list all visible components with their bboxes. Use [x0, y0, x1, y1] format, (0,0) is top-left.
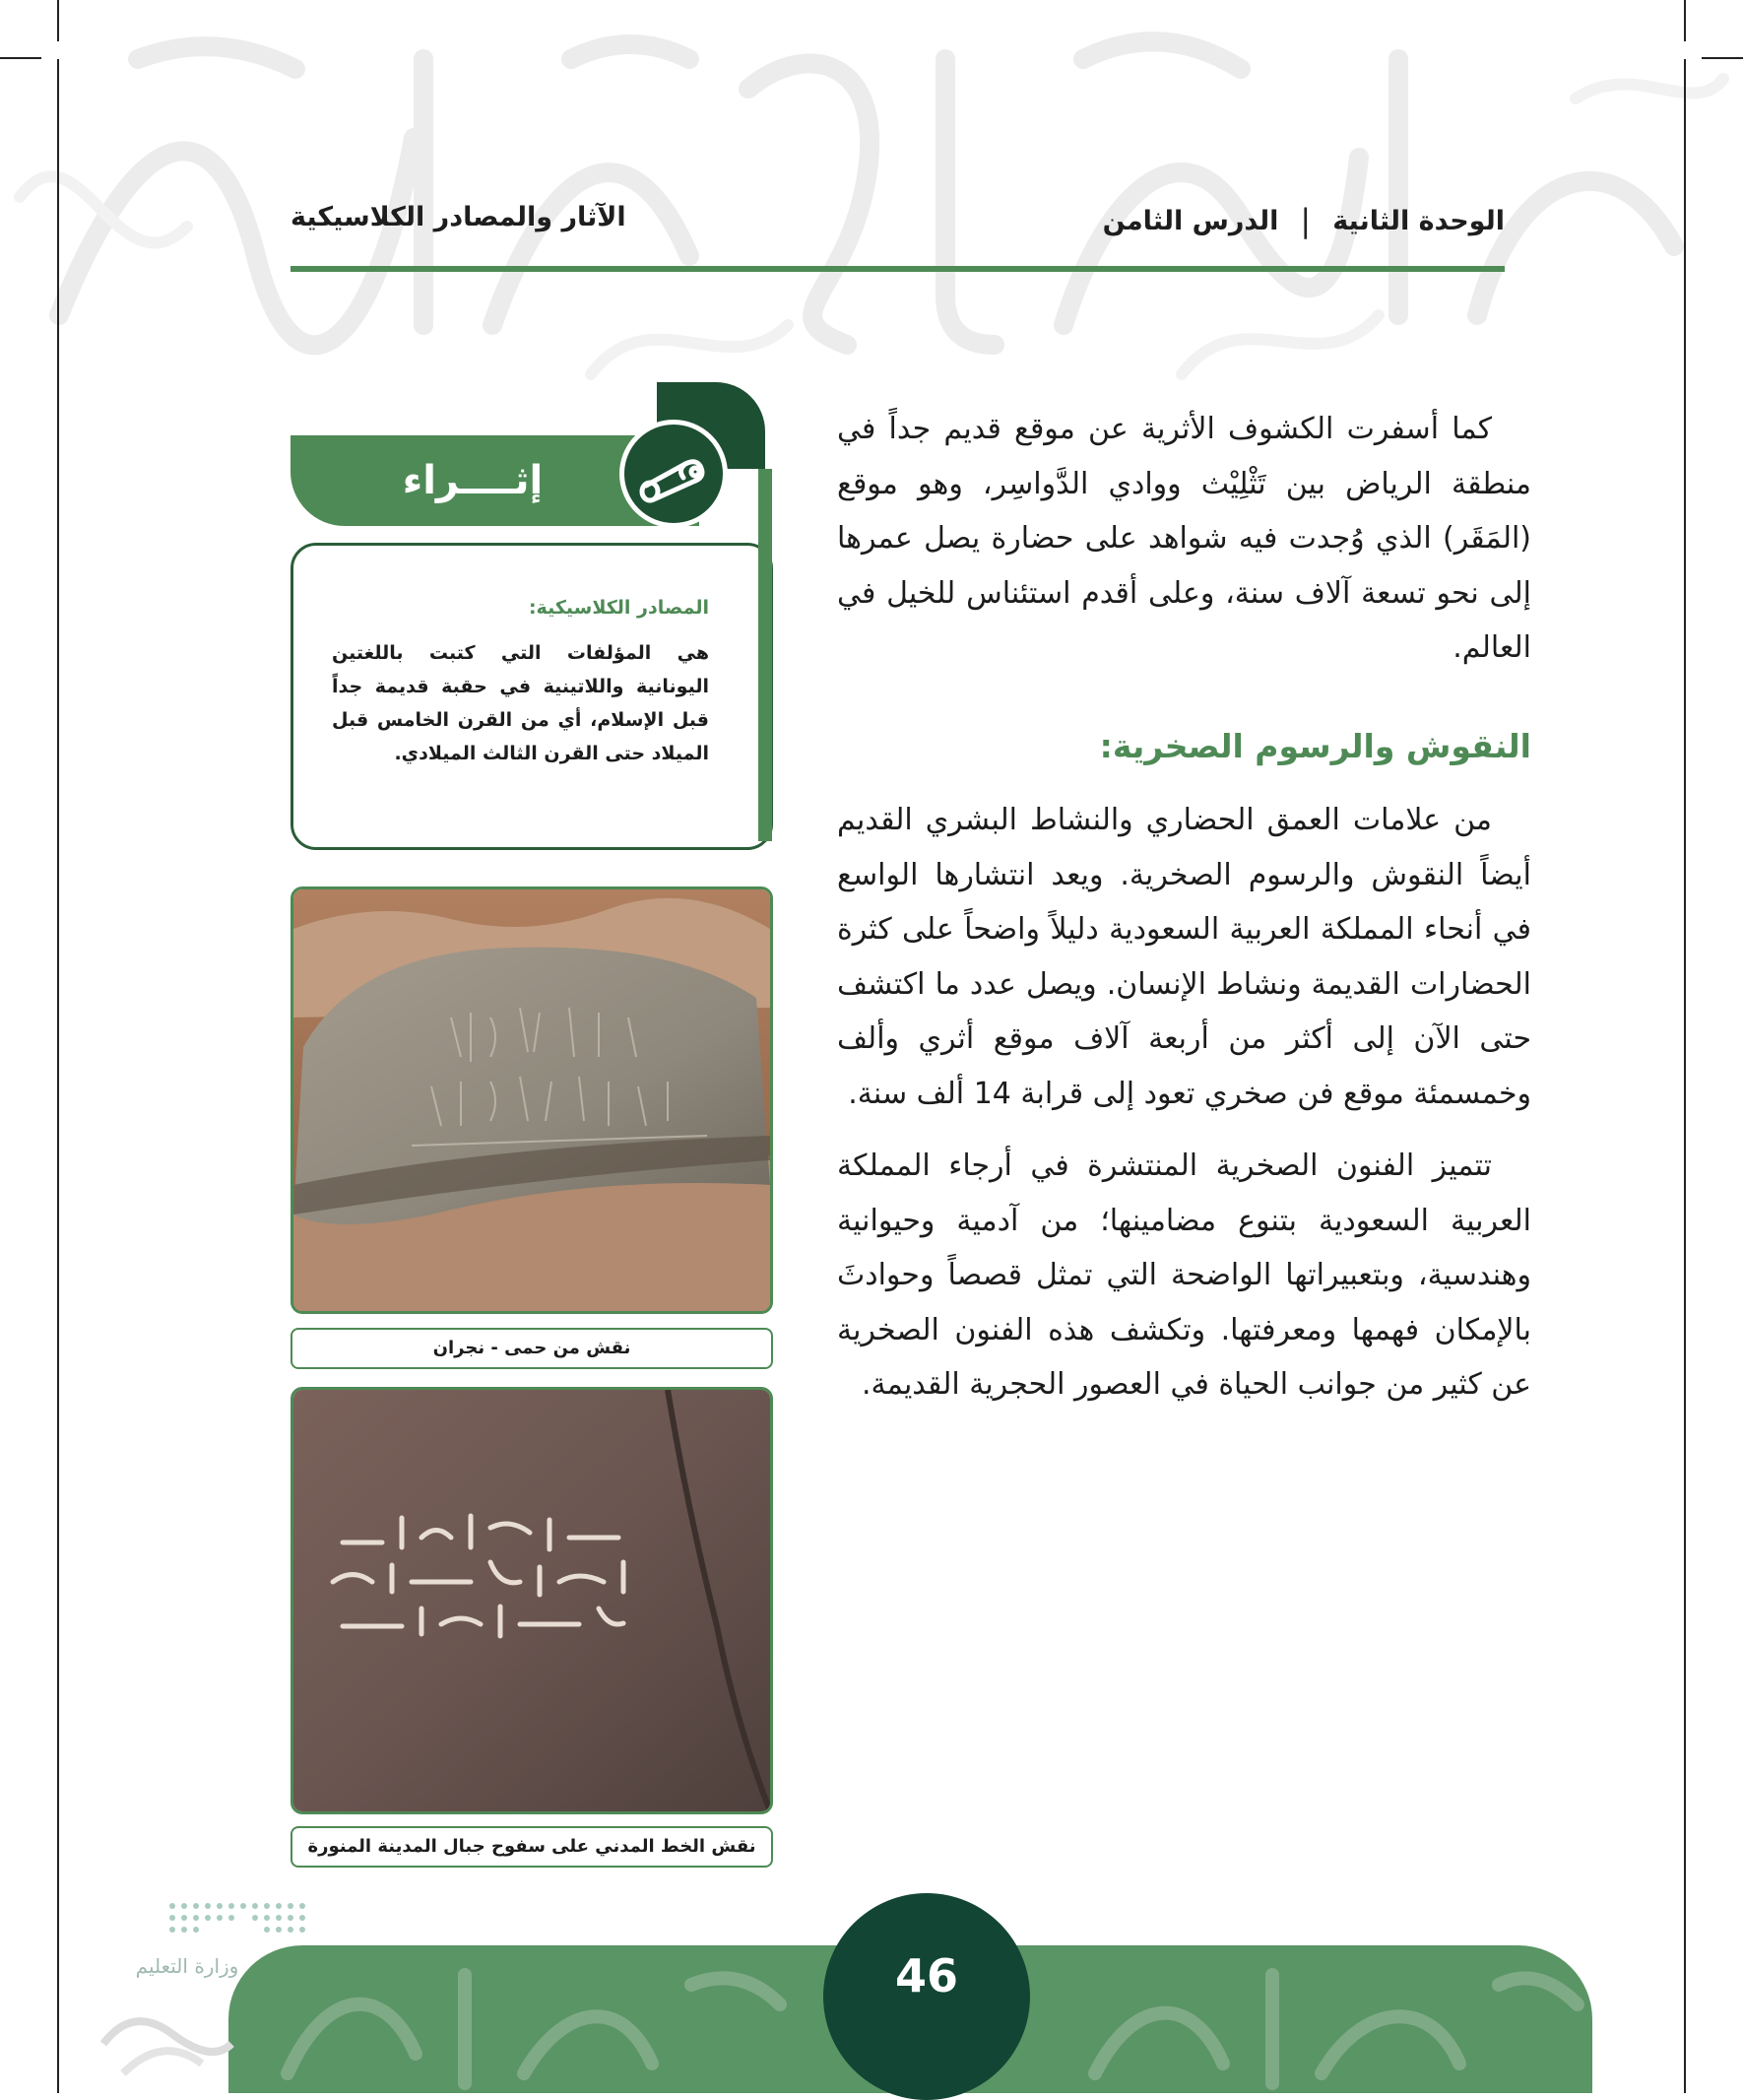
enrichment-side-bar	[758, 469, 772, 841]
crop-mark-top-right-v	[1684, 0, 1686, 41]
crop-mark-side-right	[1684, 59, 1686, 2093]
photo-hima-inscription	[290, 886, 773, 1314]
ministry-logo	[94, 1896, 330, 2083]
crop-mark-top-left-h	[0, 57, 41, 59]
page-number: 46	[823, 1893, 1030, 2100]
rock-art-features-paragraph: تتميز الفنون الصخرية المنتشرة في أرجاء المملكة العربية السعودية بتنوع مضامينها؛ من آدمية وحيوانية وهندسية، وبتعبيراتها الواضحة التي تمثل قصصاً وحوادثَ بالإمكان فهمها ومعرفتها. وتكشف هذه الفنون الصخرية عن كثير من جوانب الحياة في العصور الحجرية القديمة.	[837, 1148, 1531, 1402]
unit-title: الوحدة الثانية	[1332, 205, 1505, 236]
main-text-column	[837, 402, 1531, 1412]
enrichment-subtitle: المصادر الكلاسيكية:	[528, 597, 709, 619]
rock-art-paragraph: من علامات العمق الحضاري والنشاط البشري القديم أيضاً النقوش والرسوم الصخرية. ويعد انتشارها الواسع في أنحاء المملكة العربية السعودية دليلاً واضحاً على كثرة الحضارات القديمة ونشاط الإنسان. ويصل عدد ما اكتشف حتى الآن إلى أكثر من أربعة آلاف موقع أثري وألف وخمسمئة موقع فن صخري تعود إلى قرابة 14 ألف سنة.	[837, 803, 1531, 1111]
photo-caption-madinah: نقش الخط المدني على سفوح جبال المدينة المنورة	[290, 1826, 773, 1868]
unit-lesson-label	[1103, 202, 1505, 239]
enrichment-box	[290, 382, 783, 855]
crop-mark-top-left-v	[57, 0, 59, 41]
section-title: النقوش والرسوم الصخرية:	[1099, 726, 1531, 765]
header-divider	[290, 266, 1505, 272]
intro-paragraph: كما أسفرت الكشوف الأثرية عن موقع قديم جداً في منطقة الرياض بين تَثْلِيْث ووادي الدَّواسِر، وهو موقع (المَقَر) الذي وُجدت فيه شواهد على حضارة يصل عمرها إلى نحو تسعة آلاف سنة، وعلى أقدم استئناس للخيل في العالم.	[837, 412, 1531, 665]
topic-title: الآثار والمصادر الكلاسيكية	[290, 202, 626, 232]
scroll-icon	[619, 420, 728, 528]
crop-mark-side-left	[57, 59, 59, 2093]
enrichment-text: هي المؤلفات التي كتبت باللغتين اليونانية واللاتينية في حقبة قديمة جداً قبل الإسلام، أي من القرن الخامس قبل الميلاد حتى القرن الثالث الميلادي.	[332, 642, 709, 764]
photo-caption-hima: نقش من حمى - نجران	[290, 1328, 773, 1369]
page-header	[290, 202, 1505, 256]
photo-madinah-inscription	[290, 1387, 773, 1814]
lesson-title: الدرس الثامن	[1102, 205, 1279, 236]
enrichment-label: إثــــراء	[402, 458, 544, 503]
ministry-name: وزارة التعليم	[135, 1954, 239, 1978]
crop-mark-top-right-h	[1702, 57, 1743, 59]
header-separator: |	[1300, 202, 1312, 239]
enrichment-body	[290, 543, 773, 850]
